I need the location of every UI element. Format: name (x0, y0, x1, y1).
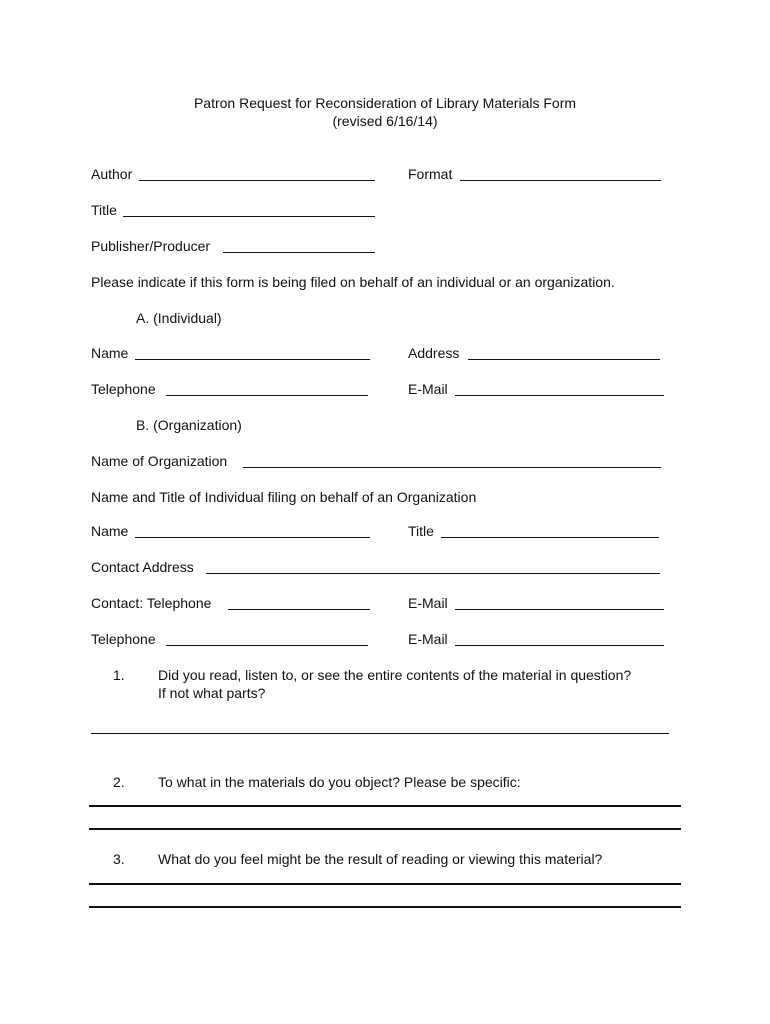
question-1-answer-line[interactable] (91, 733, 669, 734)
individual-telephone-field[interactable] (166, 395, 368, 396)
org-telephone-field[interactable] (166, 645, 368, 646)
contact-telephone-field[interactable] (228, 609, 370, 610)
publisher-field[interactable] (223, 252, 375, 253)
question-2-text: To what in the materials do you object? Please be specific: (158, 774, 521, 790)
org-email2-label: E-Mail (408, 631, 448, 647)
individual-heading: A. (Individual) (136, 310, 222, 326)
individual-name-label: Name (91, 345, 129, 361)
organization-heading: B. (Organization) (136, 417, 242, 433)
title-field[interactable] (123, 216, 375, 217)
question-1-text: Did you read, listen to, or see the entire contents of the material in question? (158, 667, 632, 683)
form-title: Patron Request for Reconsideration of Library Materials Form (193, 95, 577, 111)
question-3-answer-line-1[interactable] (89, 883, 681, 885)
org-name-label: Name of Organization (91, 453, 228, 469)
individual-email-field[interactable] (455, 395, 664, 396)
filer-heading: Name and Title of Individual filing on behalf of an Organization (91, 489, 477, 505)
question-2-answer-line-2[interactable] (89, 828, 681, 830)
filer-name-field[interactable] (135, 537, 370, 538)
org-name-field[interactable] (243, 467, 661, 468)
org-email-field[interactable] (455, 609, 664, 610)
title-label: Title (91, 202, 117, 218)
org-telephone-label: Telephone (91, 631, 156, 647)
author-label: Author (91, 166, 133, 182)
question-2-number: 2. (113, 774, 125, 790)
individual-name-field[interactable] (135, 359, 370, 360)
format-label: Format (408, 166, 453, 182)
contact-address-label: Contact Address (91, 559, 194, 575)
question-3-answer-line-2[interactable] (89, 906, 681, 908)
question-3-text: What do you feel might be the result of reading or viewing this material? (158, 851, 603, 867)
individual-address-label: Address (408, 345, 460, 361)
question-3-number: 3. (113, 851, 125, 867)
filer-title-label: Title (408, 523, 434, 539)
filer-name-label: Name (91, 523, 129, 539)
question-1-number: 1. (113, 667, 125, 683)
form-revision: (revised 6/16/14) (332, 113, 438, 129)
org-email2-field[interactable] (455, 645, 664, 646)
publisher-label: Publisher/Producer (91, 238, 211, 254)
individual-address-field[interactable] (468, 359, 660, 360)
org-email-label: E-Mail (408, 595, 448, 611)
format-field[interactable] (460, 180, 661, 181)
filing-instruction: Please indicate if this form is being filed on behalf of an individual or an organization. (91, 274, 615, 290)
filer-title-field[interactable] (441, 537, 659, 538)
author-field[interactable] (139, 180, 375, 181)
contact-address-field[interactable] (206, 573, 660, 574)
question-2-answer-line-1[interactable] (89, 805, 681, 807)
individual-email-label: E-Mail (408, 381, 448, 397)
contact-telephone-label: Contact: Telephone (91, 595, 212, 611)
individual-telephone-label: Telephone (91, 381, 156, 397)
question-1-text-continued: If not what parts? (158, 685, 266, 701)
